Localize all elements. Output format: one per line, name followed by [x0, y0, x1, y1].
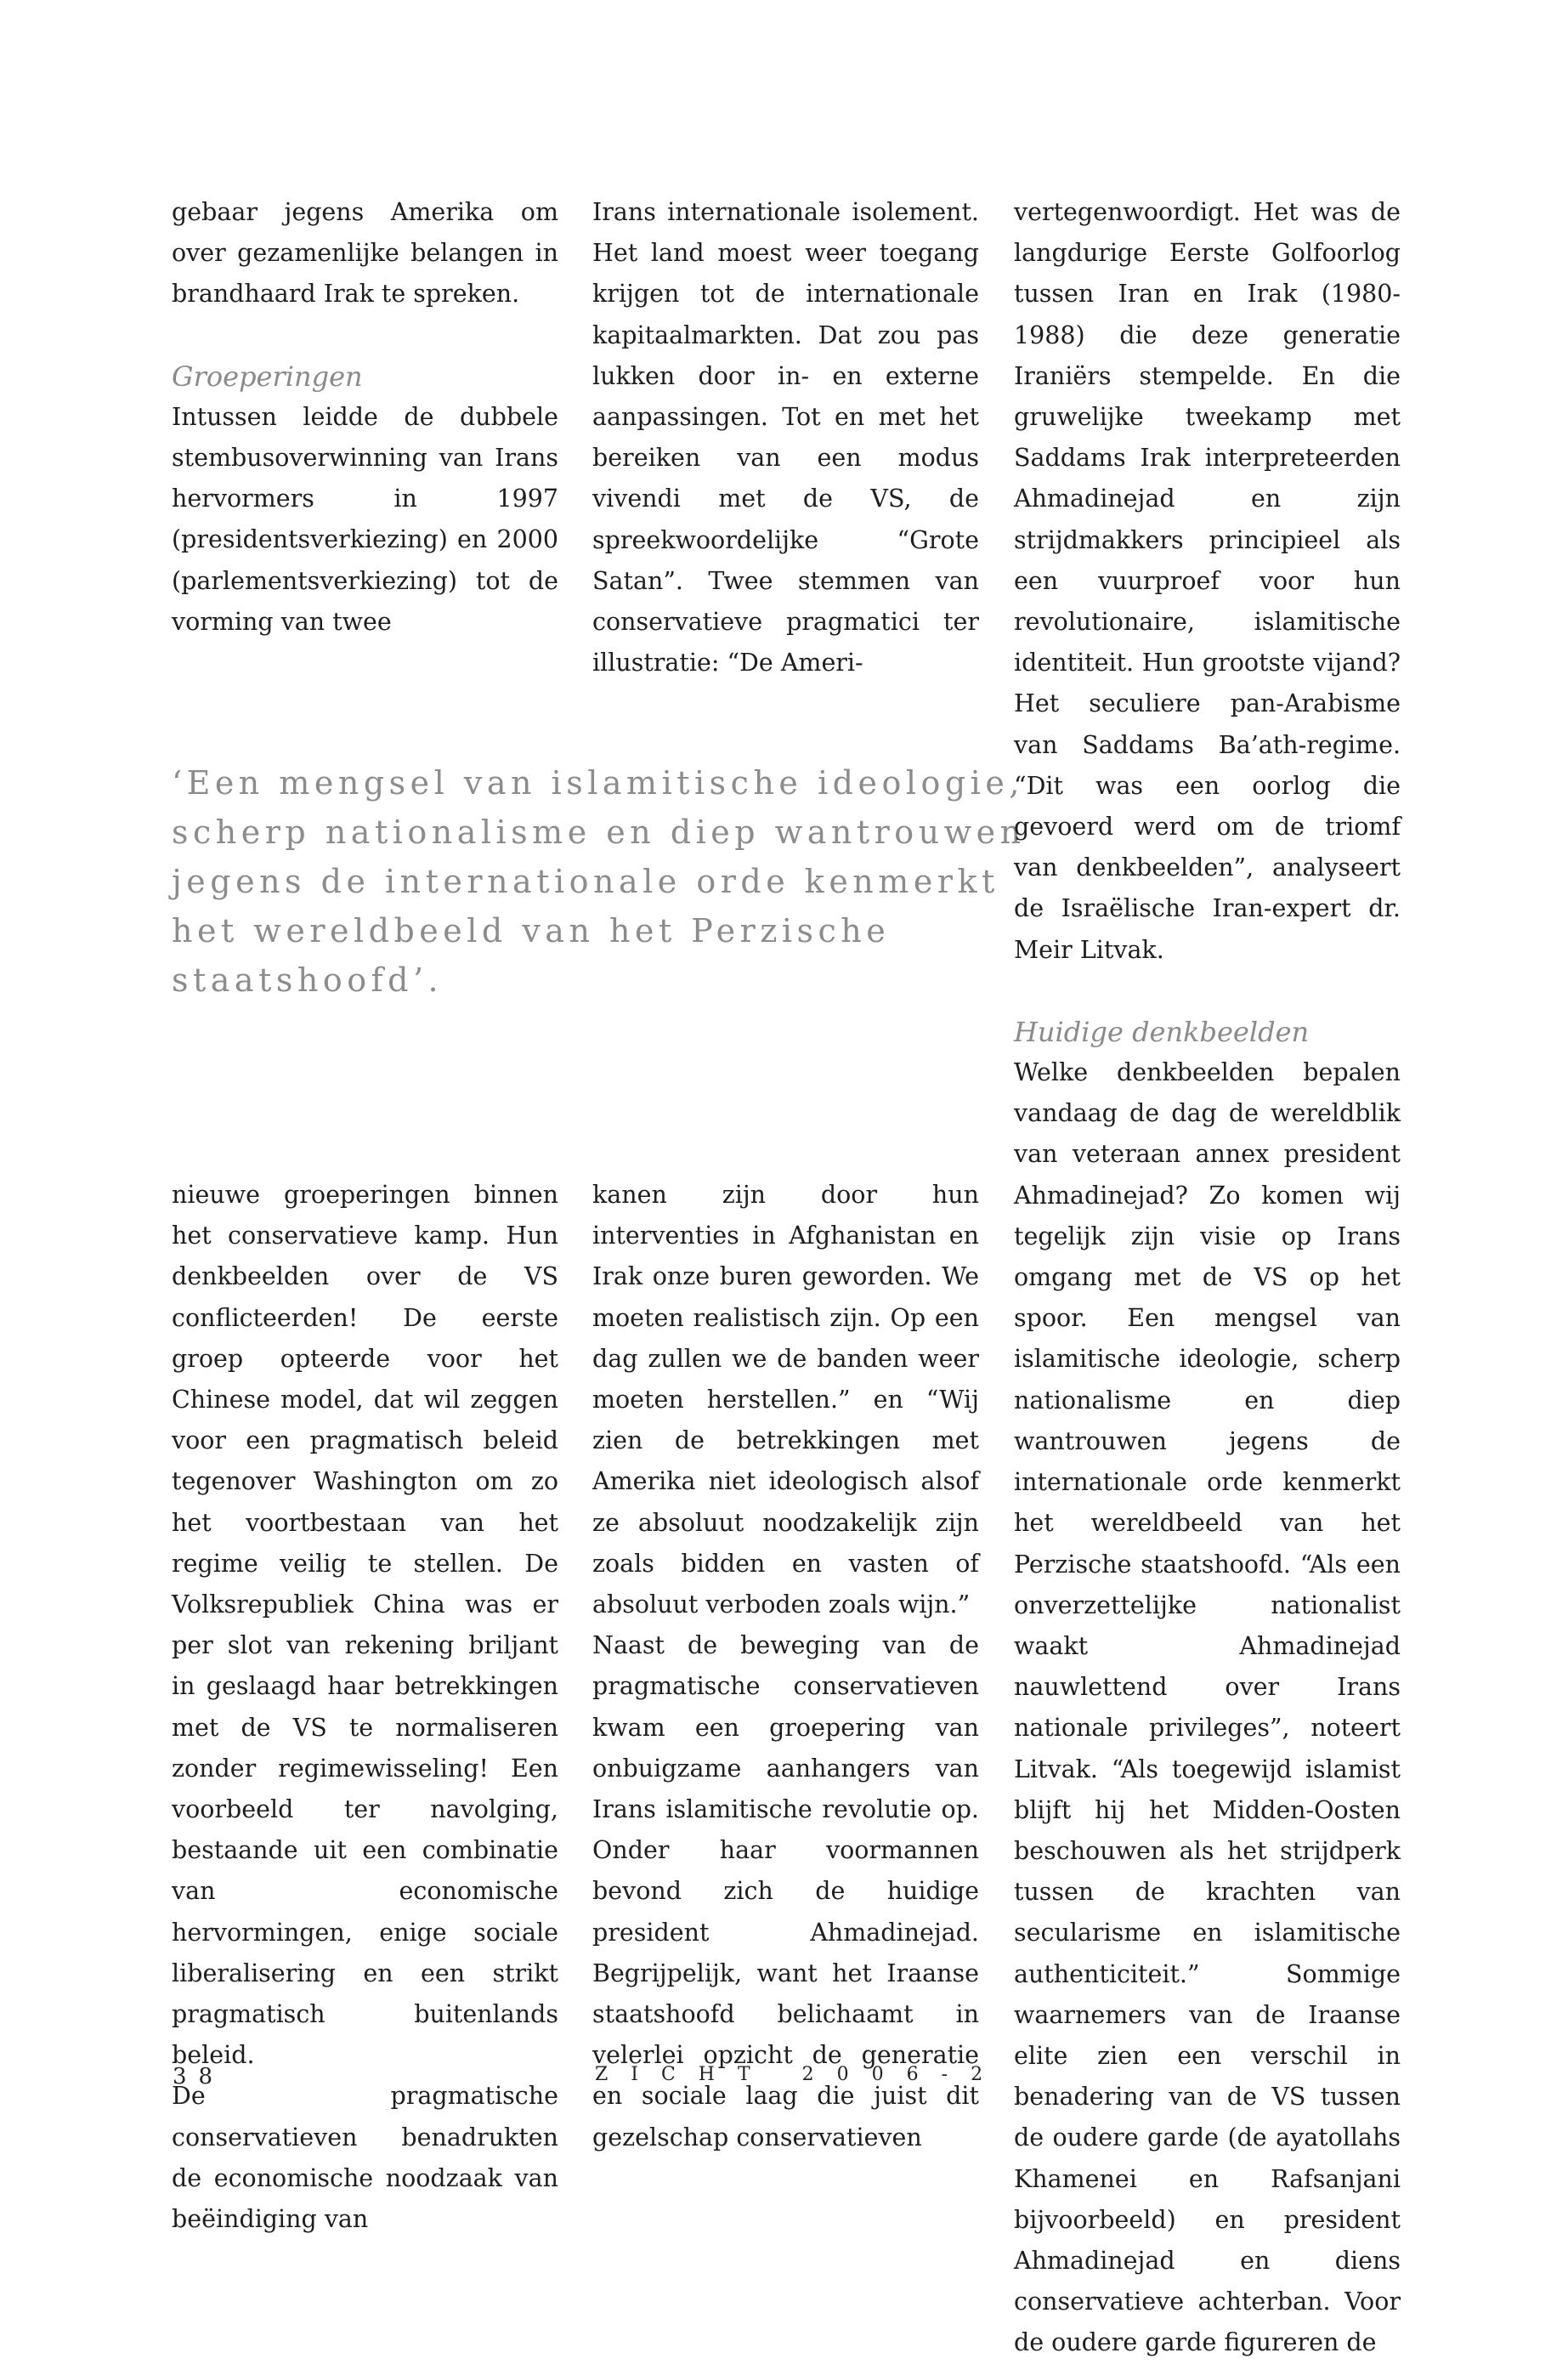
column-1-lower	[172, 1175, 558, 2240]
pull-quote-line: jegens de internationale orde kenmerkt	[172, 863, 999, 900]
page-number: 38	[173, 2064, 225, 2089]
paragraph: Welke denkbeelden bepalen vandaag de dag de wereldblik van veteraan annex president Ahmadinejad? Zo komen wij tegelijk zijn visie op Irans omgang met de VS op het spoor. Een mengsel van islamitische ideologie, scherp nationalisme en diep wantrouwen jegens de internationale orde kenmerkt het wereldbeeld van het Perzische staatshoofd. “Als een onverzettelijke nationalist waakt Ahmadinejad nauwlettend over Irans nationale privileges”, noteert Litvak. “Als toegewijd islamist blijft hij het Midden-Oosten beschouwen als het strijdperk tussen de krachten van secularisme en islamitische authenticiteit.” Sommige waarnemers van de Iraanse elite zien een verschil in benadering van de VS tussen de oudere garde (de ayatollahs Khamenei en Rafsanjani bijvoorbeeld) en president Ahmadinejad en diens conservatieve achterban. Voor de oudere garde figureren de	[1014, 1058, 1401, 2357]
section-heading-huidige-denkbeelden: Huidige denkbeelden	[1014, 1015, 1310, 1048]
section-heading-groeperingen: Groeperingen	[172, 360, 363, 393]
column-2-upper	[592, 192, 979, 683]
column-2-lower	[592, 1175, 979, 2158]
paragraph: gebaar jegens Amerika om over gezamenlijke belangen in brandhaard Irak te spreken.	[172, 198, 558, 309]
column-1-upper	[172, 192, 558, 643]
running-title: ZICHT 2006-2	[595, 2064, 1006, 2085]
paragraph: Naast de beweging van de pragmatische conservatieven kwam een groepering van onbuigzame aanhangers van Irans islamitische revolutie op. Onder haar voormannen bevond zich de huidige president Ahmadinejad. Begrijpelijk, want het Iraanse staatshoofd belichaamt in velerlei opzicht de generatie en sociale laag die juist dit gezelschap conservatieven	[592, 1631, 979, 2151]
pull-quote-line: scherp nationalisme en diep wantrouwen	[172, 814, 1026, 851]
pull-quote-line: staatshoofd’.	[172, 961, 444, 999]
paragraph: De pragmatische conservatieven benadrukten de economische noodzaak van beëindiging van	[172, 2082, 558, 2234]
paragraph: kanen zijn door hun interventies in Afghanistan en Irak onze buren geworden. We moeten realistisch zijn. Op een dag zullen we de banden weer moeten herstellen.” en “Wij zien de betrekkingen met Amerika niet ideologisch alsof ze absoluut noodzakelijk zijn zoals bidden en vasten of absoluut verboden zoals wijn.”	[592, 1181, 979, 1619]
paragraph: Irans internationale isolement. Het land moest weer toegang krijgen tot de internationale kapitaalmarkten. Dat zou pas lukken door in- en externe aanpassingen. Tot en met het bereiken van een modus vivendi met de VS, de spreekwoordelijke “Grote Satan”. Twee stemmen van conservatieve pragmatici ter illustratie: “De Ameri-	[592, 198, 979, 677]
paragraph: vertegenwoordigt. Het was de langdurige Eerste Golfoorlog tussen Iran en Irak (1980-1988) die deze generatie Iraniërs stempelde. En die gruwelijke tweekamp met Saddams Irak interpreteerden Ahmadinejad en zijn strijdmakkers principieel als een vuurproef voor hun revolutionaire, islamitische identiteit. Hun grootste vijand? Het seculiere pan-Arabisme van Saddams Ba’ath-regime. “Dit was een oorlog die gevoerd werd om de triomf van denkbeelden”, analyseert de Israëlische Iran-expert dr. Meir Litvak.	[1014, 198, 1401, 964]
pull-quote	[172, 758, 1026, 1005]
column-3	[1014, 192, 1401, 2364]
pull-quote-line: ‘Een mengsel van islamitische ideologie,	[172, 764, 1024, 802]
paragraph: nieuwe groeperingen binnen het conservatieve kamp. Hun denkbeelden over de VS conflicteerden! De eerste groep opteerde voor het Chinese model, dat wil zeggen voor een pragmatisch beleid tegenover Washington om zo het voortbestaan van het regime veilig te stellen. De Volksrepubliek China was er per slot van rekening briljant in geslaagd haar betrekkingen met de VS te normaliseren zonder regimewisseling! Een voorbeeld ter navolging, bestaande uit een combinatie van economische hervormingen, enige sociale liberalisering en een strikt pragmatisch buitenlands beleid.	[172, 1181, 558, 2070]
pull-quote-line: het wereldbeeld van het Perzische	[172, 912, 891, 950]
paragraph: Intussen leidde de dubbele stembusoverwinning van Irans hervormers in 1997 (presidentsverkiezing) en 2000 (parlementsverkiezing) tot de vorming van twee	[172, 402, 558, 636]
